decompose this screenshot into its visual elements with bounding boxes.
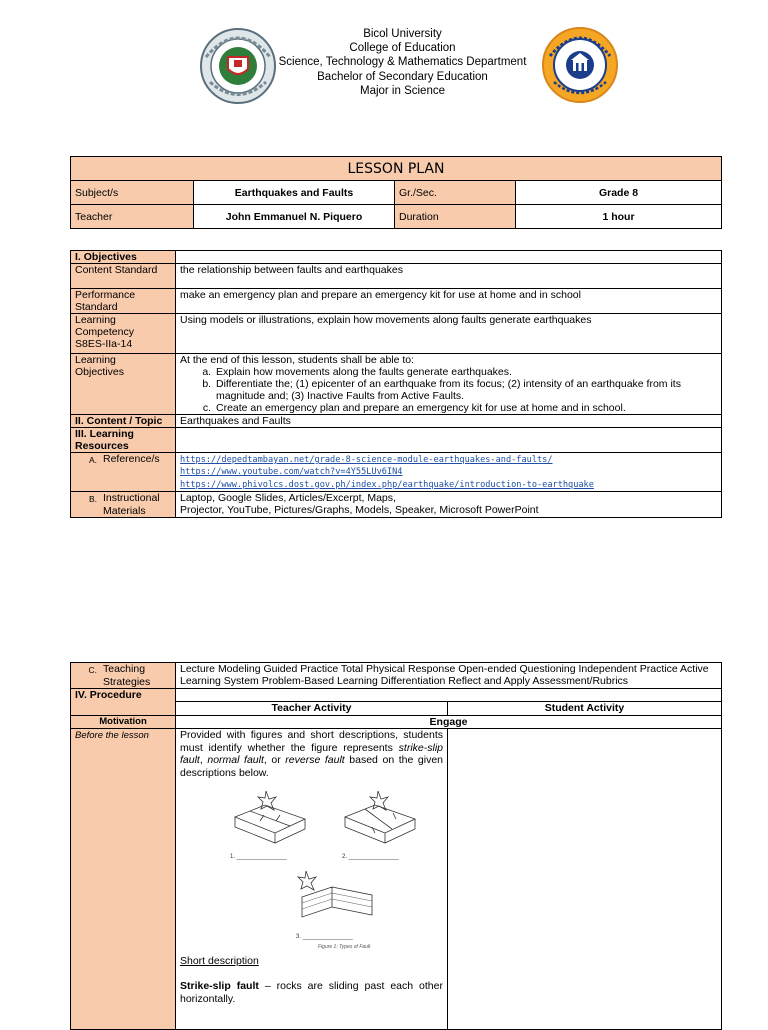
- strategies-letter: C.: [88, 665, 97, 675]
- strike-slip-term: Strike-slip fault: [180, 979, 259, 992]
- teacher-activity-cell: [176, 729, 448, 1030]
- engage-prompt: Provided with figures and short descriptions, students must identify whether the figure represents strike-slip fault, normal fault, or reverse fault based on the given descriptions below.: [180, 729, 443, 779]
- learning-objectives-value: [176, 354, 722, 415]
- lo-intro: At the end of this lesson, students shall be able to:: [180, 354, 415, 366]
- before-lesson-label: Before the lesson: [71, 729, 176, 1030]
- performance-label-line1: Performance: [75, 289, 136, 301]
- student-activity-header: Student Activity: [448, 701, 722, 715]
- header-line-department: Science, Technology & Mathematics Department: [278, 56, 527, 69]
- references-letter: A.: [88, 455, 97, 465]
- learning-resources-empty: [176, 428, 722, 453]
- objectives-heading: I. Objectives: [71, 251, 176, 264]
- grade-value: Grade 8: [516, 181, 722, 205]
- competency-label-line3: S8ES-IIa-14: [75, 338, 133, 350]
- header-line-college: College of Education: [349, 42, 456, 55]
- learning-objectives-label: [71, 354, 176, 415]
- references-value: [176, 453, 722, 492]
- engage-header: Engage: [176, 716, 722, 729]
- teaching-strategies-value: [176, 663, 722, 689]
- grade-label: Gr./Sec.: [395, 181, 516, 205]
- fault-figure-2: [340, 787, 420, 847]
- teacher-label: Teacher: [71, 205, 194, 229]
- strategies-label-line2: Strategies: [103, 676, 151, 688]
- lo-list: [180, 366, 717, 414]
- term-strike-slip: strike-slip fault: [180, 741, 443, 767]
- content-topic-label: II. Content / Topic: [71, 415, 176, 428]
- procedure-label: IV. Procedure: [71, 689, 176, 716]
- references-label-text: Reference/s: [103, 453, 160, 465]
- header-line-university: Bicol University: [363, 28, 442, 40]
- lesson-plan-table: [70, 156, 722, 229]
- reference-link[interactable]: https://www.phivolcs.dost.gov.ph/index.php/earthquake/introduction-to-earthquake: [180, 479, 594, 490]
- strike-slip-description: Strike-slip fault – rocks are sliding past each other horizontally.: [180, 979, 443, 1005]
- duration-label: Duration: [395, 205, 516, 229]
- duration-value: 1 hour: [516, 205, 722, 229]
- learning-resources-label: [71, 428, 176, 453]
- objectives-table: [70, 250, 722, 518]
- materials-letter: B.: [88, 494, 97, 504]
- figure-label-3: 3. _______________: [296, 934, 353, 941]
- content-topic-value: Earthquakes and Faults: [176, 415, 722, 428]
- header-line-major: Major in Science: [359, 84, 445, 97]
- header-line-program: Bachelor of Secondary Education: [317, 70, 488, 83]
- lo-item: c. Create an emergency plan and prepare an emergency kit for use at home and in school.: [214, 402, 717, 414]
- lo-item: a. Explain how movements along the faults generate earthquakes.: [214, 366, 717, 378]
- lesson-plan-title: LESSON PLAN: [71, 157, 722, 181]
- student-activity-cell: [448, 729, 722, 1030]
- materials-label-line2: Materials: [103, 505, 146, 517]
- figure-caption: Figure 1: Types of Fault: [318, 944, 371, 951]
- instructional-materials-label: [71, 492, 176, 518]
- teaching-strategies-label: [71, 663, 176, 689]
- objectives-heading-empty: [176, 251, 722, 264]
- fault-figure-3: [292, 867, 382, 931]
- strategies-line2: Learning System Problem-Based Learning Differentiation Reflect and Apply Assessment/Rubrics: [180, 675, 629, 687]
- resources-label-line1: III. Learning: [75, 428, 134, 440]
- learning-competency-label: [71, 314, 176, 354]
- reference-link[interactable]: https://depedtambayan.net/grade-8-science-module-earthquakes-and-faults/: [180, 455, 553, 465]
- competency-label-line2: Competency: [75, 326, 134, 338]
- content-standard-value: the relationship between faults and earthquakes: [176, 264, 722, 289]
- performance-standard-label: [71, 289, 176, 314]
- lo-label-line1: Learning: [75, 354, 116, 366]
- lo-item: b. Differentiate the; (1) epicenter of an earthquake from its focus; (2) intensity of an earthquake from its magnitude and; (3) Inactive Faults from Active Faults.: [214, 378, 717, 402]
- references-label: [71, 453, 176, 492]
- materials-label-line1: Instructional: [103, 492, 160, 504]
- reference-link[interactable]: https://www.youtube.com/watch?v=4Y55LUv6IN4: [180, 467, 403, 478]
- performance-label-line2: Standard: [75, 301, 118, 313]
- subject-value: Earthquakes and Faults: [194, 181, 395, 205]
- content-standard-label: Content Standard: [71, 264, 176, 289]
- procedure-empty: [176, 689, 722, 702]
- teacher-value: John Emmanuel N. Piquero: [194, 205, 395, 229]
- lo-label-line2: Objectives: [75, 366, 125, 378]
- institution-header: [230, 27, 575, 98]
- materials-line2: Projector, YouTube, Pictures/Graphs, Models, Speaker, Microsoft PowerPoint: [180, 504, 539, 516]
- strategies-label-line1: Teaching: [103, 663, 146, 675]
- figure-label-1: 1. _______________: [230, 854, 287, 861]
- learning-competency-value: Using models or illustrations, explain how movements along faults generate earthquakes: [176, 314, 722, 354]
- fault-figure-1: [230, 787, 310, 847]
- term-normal: normal fault: [207, 754, 264, 767]
- competency-label-line1: Learning: [75, 314, 116, 326]
- materials-line1: Laptop, Google Slides, Articles/Excerpt, Maps,: [180, 492, 396, 504]
- subject-label: Subject/s: [71, 181, 194, 205]
- figure-label-2: 2. _______________: [342, 854, 399, 861]
- short-description-heading: Short description: [180, 955, 259, 968]
- strategies-line1: Lecture Modeling Guided Practice Total Physical Response Open-ended Questioning Independent Practice Active: [180, 663, 709, 675]
- procedure-table: [70, 662, 722, 1030]
- motivation-label: Motivation: [71, 716, 176, 729]
- right-college-seal: [540, 26, 620, 104]
- instructional-materials-value: [176, 492, 722, 518]
- fault-figures: [180, 781, 443, 953]
- term-reverse: reverse fault: [285, 754, 345, 767]
- performance-standard-value: make an emergency plan and prepare an emergency kit for use at home and in school: [176, 289, 722, 314]
- teacher-activity-header: Teacher Activity: [176, 701, 448, 715]
- resources-label-line2: Resources: [75, 440, 129, 452]
